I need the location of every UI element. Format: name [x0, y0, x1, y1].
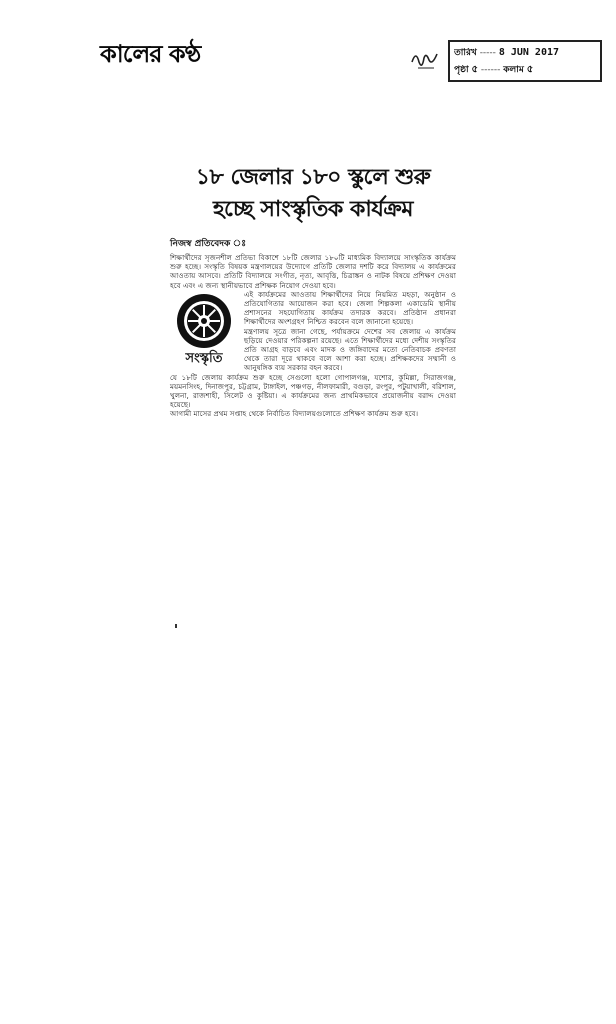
- stamp-column-label: কলাম: [503, 65, 524, 75]
- logo-caption: সংস্কৃতি: [185, 351, 223, 367]
- article-paragraph: আগামী মাসের প্রথম সপ্তাহ থেকে নির্বাচিত বিদ্যালয়গুলোতে প্রশিক্ষণ কার্যক্রম শুরু হবে।: [170, 409, 419, 419]
- stamp-page-label: পৃষ্ঠা: [454, 65, 469, 75]
- article-headline: [170, 162, 456, 226]
- headline-line-2: হচ্ছে সাংস্কৃতিক কার্যক্রম: [212, 197, 414, 222]
- scan-speck: [174, 624, 178, 628]
- culture-wheel-icon: [175, 292, 233, 350]
- stamp-column-value: ৫: [526, 65, 534, 75]
- handwritten-signature-icon: [410, 48, 440, 72]
- article-body: [170, 253, 456, 419]
- article-paragraph: মন্ত্রণালয় সূত্রে জানা গেছে, পর্যায়ক্রমে দেশের সব জেলায় এ কার্যক্রম ছড়িয়ে দেওয়ার পরিকল্পনা রয়েছে। এতে শিক্ষার্থীদের মধ্যে দেশীয় সংস্কৃতির প্রতি আগ্রহ বাড়বে এবং মাদক ও জঙ্গিবাদের মতো নেতিবাচক প্রবণতা থেকে তারা দূরে থাকবে বলে আশা করা হচ্ছে। প্রশিক্ষকদের সম্মানী ও আনুষঙ্গিক ব্যয় সরকার বহন করবে।: [244, 326, 456, 373]
- article-paragraph: এই কার্যক্রমের আওতায় শিক্ষার্থীদের নিয়ে নিয়মিত মহড়া, অনুষ্ঠান ও প্রতিযোগিতার আয়োজন করা হবে। জেলা শিল্পকলা একাডেমি স্থানীয় প্রশাসনের সহযোগিতায় কার্যক্রম তদারক করবে। প্রতিষ্ঠান প্রধানরা শিক্ষার্থীদের অংশগ্রহণ নিশ্চিত করবেন বলে জানানো হয়েছে।: [244, 289, 456, 327]
- article-paragraph: যে ১৮টি জেলায় কার্যক্রম শুরু হচ্ছে সেগুলো হলো গোপালগঞ্জ, যশোর, কুমিল্লা, সিরাজগঞ্জ, ময়মনসিংহ, দিনাজপুর, চট্টগ্রাম, টাঙ্গাইল, পঞ্চগড়, নীলফামারী, বগুড়া, রংপুর, পটুয়াখালী, বরিশাল, খুলনা, রাজশাহী, সিলেট ও কুষ্টিয়া। এ কার্যক্রমের জন্য প্রাথমিকভাবে প্রয়োজনীয় বরাদ্দ দেওয়া হয়েছে।: [170, 372, 456, 410]
- article-byline: নিজস্ব প্রতিবেদক ঃ: [170, 239, 247, 249]
- stamp-date-label: তারিখ: [454, 48, 477, 58]
- stamp-page-value: ৫: [471, 65, 478, 75]
- stamp-date-value: 8 JUN 2017: [498, 48, 560, 58]
- date-stamp: তারিখ ----- 8 JUN 2017 পৃষ্ঠা ৫ ------ কলাম ৫: [448, 40, 602, 82]
- culture-logo: [170, 292, 238, 367]
- newspaper-masthead: কালের কণ্ঠ: [100, 39, 201, 68]
- news-clipping: [170, 162, 456, 419]
- article-paragraph: শিক্ষার্থীদের সৃজনশীল প্রতিভা বিকাশে ১৮টি জেলার ১৮০টি মাধ্যমিক বিদ্যালয়ে সাংস্কৃতিক কার্যক্রম শুরু হচ্ছে। সংস্কৃতি বিষয়ক মন্ত্রণালয়ের উদ্যোগে প্রতিটি জেলার দশটি করে বিদ্যালয় এ কার্যক্রমের আওতায় আসবে। প্রতিটি বিদ্যালয়ে সংগীত, নৃত্য, আবৃত্তি, চিত্রাঙ্কন ও নাটক বিষয়ে প্রশিক্ষণ দেওয়া হবে এবং এ জন্য স্থানীয়ভাবে প্রশিক্ষক নিয়োগ দেওয়া হবে।: [170, 253, 456, 290]
- headline-line-1: ১৮ জেলার ১৮০ স্কুলে শুরু: [195, 165, 431, 190]
